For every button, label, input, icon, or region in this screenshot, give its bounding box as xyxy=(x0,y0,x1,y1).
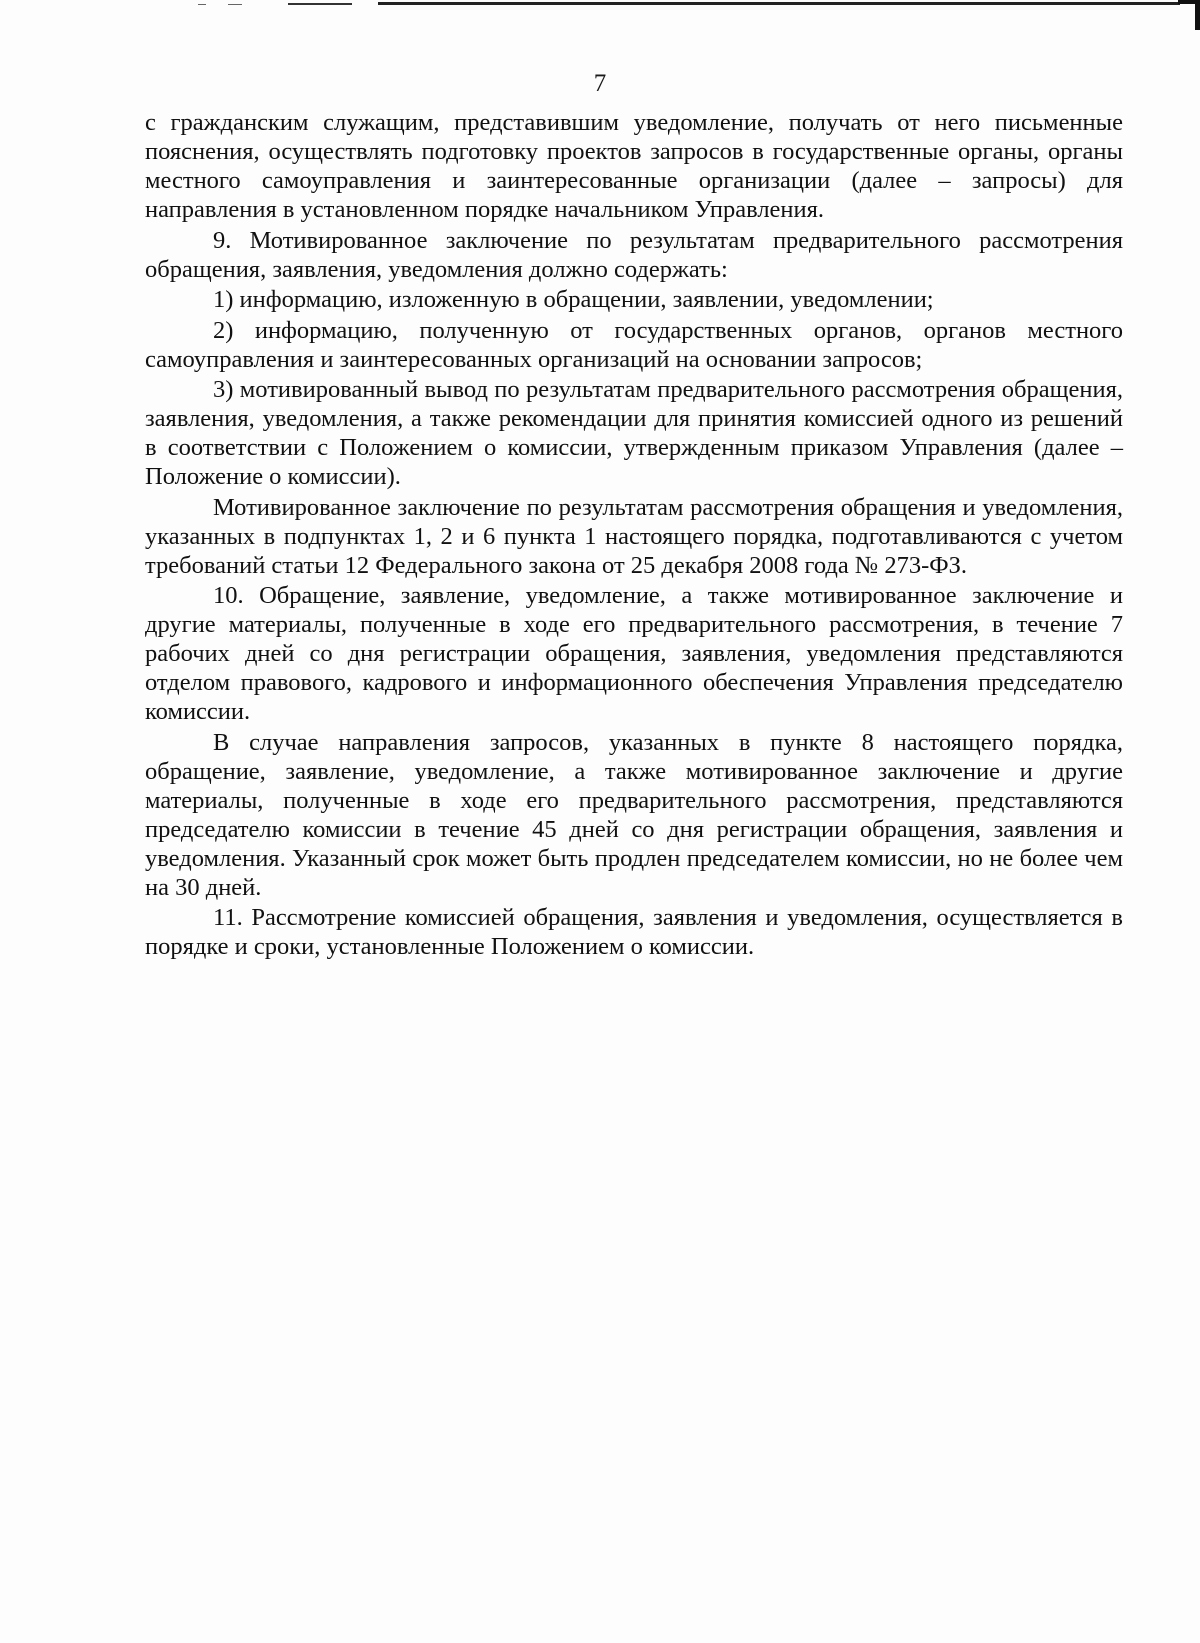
scan-edge-mark xyxy=(288,3,352,5)
page-number: 7 xyxy=(593,70,607,97)
document-body xyxy=(145,108,1123,961)
paragraph-requests-case: В случае направления запросов, указанных в пункте 8 настоящего порядка, обращение, заявление, уведомление, а также мотивированное заключение и другие материалы, полученные в ходе его предварительного рассмотрения, представляются председателю комиссии в течение 45 дней со дня регистрации обращения, заявления и уведомления. Указанный срок может быть продлен председателем комиссии, но не более чем на 30 дней. xyxy=(145,728,1123,901)
scan-edge-mark xyxy=(198,4,206,5)
paragraph-conclusion-note: Мотивированное заключение по результатам рассмотрения обращения и уведомления, указанных в подпунктах 1, 2 и 6 пункта 1 настоящего порядка, подготавливаются с учетом требований статьи 12 Федерального закона от 25 декабря 2008 года № 273-ФЗ. xyxy=(145,493,1123,579)
scan-edge-mark xyxy=(228,4,242,5)
paragraph-subitem-1: 1) информацию, изложенную в обращении, заявлении, уведомлении; xyxy=(213,286,934,313)
paragraph-item-10: 10. Обращение, заявление, уведомление, а также мотивированное заключение и другие материалы, полученные в ходе его предварительного рассмотрения, в течение 7 рабочих дней со дня регистрации обращения, заявления, уведомления представляются отделом правового, кадрового и информационного обеспечения Управления председателю комиссии. xyxy=(145,582,1123,725)
paragraph-subitem-2: 2) информацию, полученную от государственных органов, органов местного самоуправления и заинтересованных организаций на основании запросов; xyxy=(145,316,1123,373)
scan-corner-mark xyxy=(1178,0,1200,30)
paragraph-subitem-3: 3) мотивированный вывод по результатам предварительного рассмотрения обращения, заявления, уведомления, а также рекомендации для принятия комиссией одного из решений в соответствии с Положением о комиссии, утвержденным приказом Управления (далее – Положение о комиссии). xyxy=(145,376,1123,490)
paragraph-continuation: с гражданским служащим, представившим уведомление, получать от него письменные пояснения, осуществлять подготовку проектов запросов в государственные органы, органы местного самоуправления и заинтересованные организации (далее – запросы) для направления в установленном порядке начальником Управления. xyxy=(145,109,1123,223)
paragraph-item-9: 9. Мотивированное заключение по результатам предварительного рассмотрения обращения, заявления, уведомления должно содержать: xyxy=(145,226,1123,283)
paragraph-item-11: 11. Рассмотрение комиссией обращения, заявления и уведомления, осуществляется в порядке и сроки, установленные Положением о комиссии. xyxy=(145,904,1123,960)
scan-edge-line xyxy=(378,2,1180,5)
